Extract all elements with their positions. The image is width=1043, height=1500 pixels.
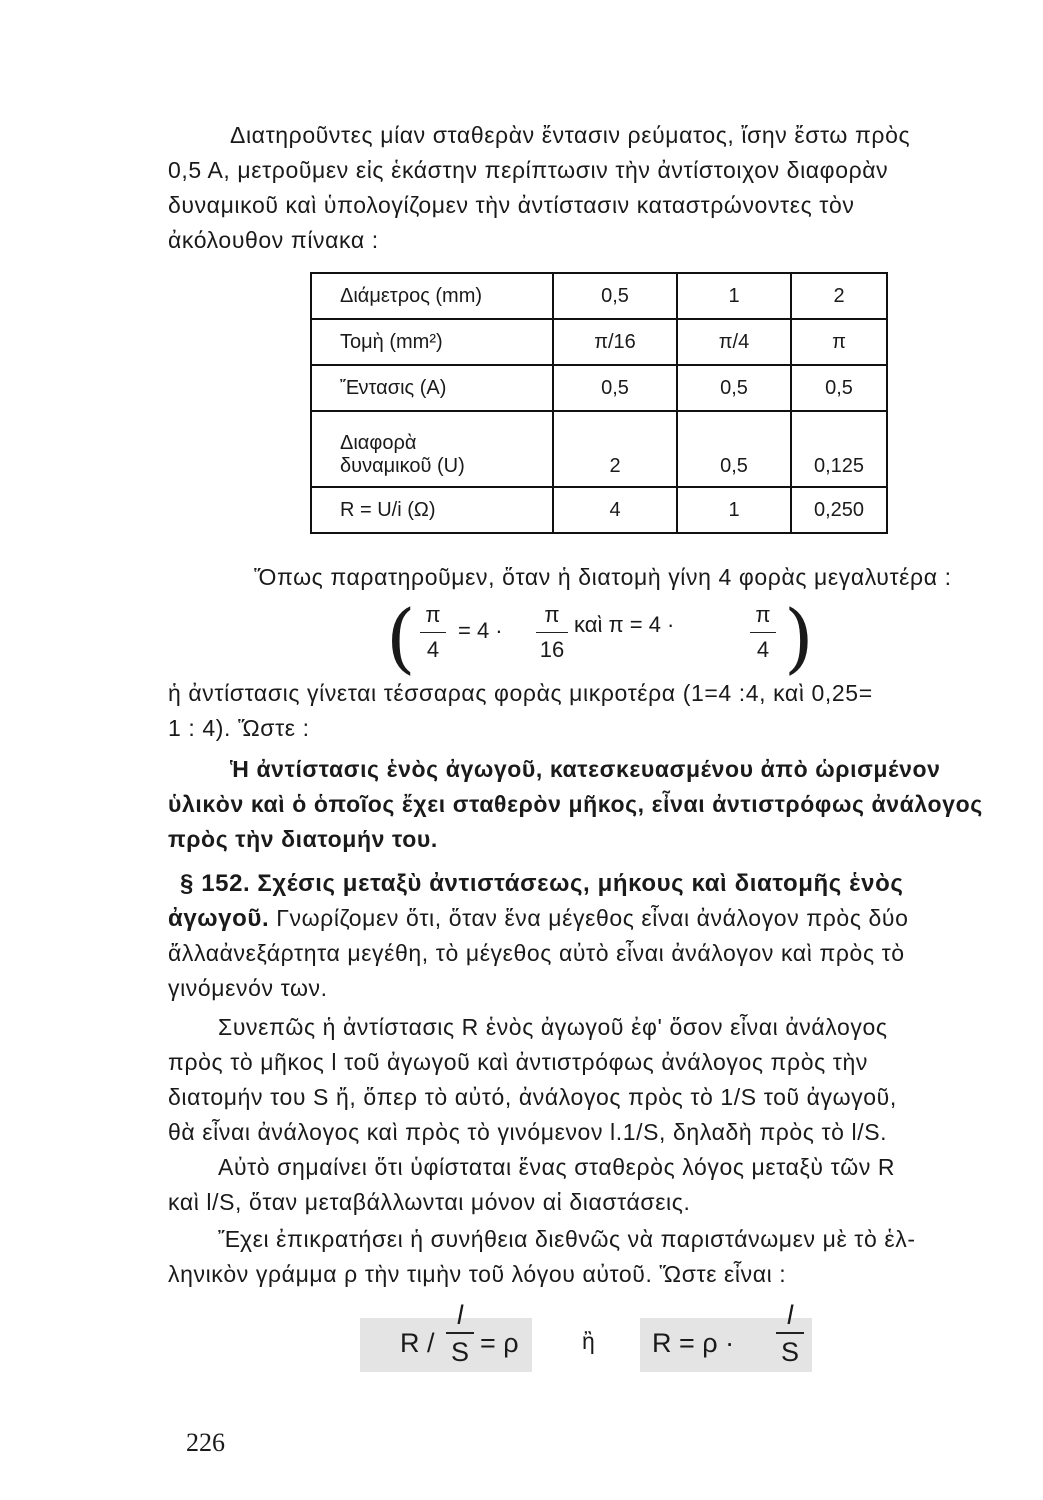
table-cell: 2	[553, 411, 677, 487]
formula-section-ratio	[386, 593, 814, 682]
denominator: 4	[426, 637, 440, 662]
row-label: R = U/i (Ω)	[311, 487, 553, 533]
formula-text: R = ρ ·	[652, 1328, 735, 1358]
text-line: 0,5 A, μετροῦμεν εἰς ἑκάστην περίπτωσιν τὴν ἀντίστοιχον διαφορὰν	[168, 157, 889, 183]
denominator: S	[780, 1337, 799, 1367]
text-line: Ὅπως παρατηροῦμεν, ὅταν ἡ διατομὴ γίνη 4 φορὰς μεγαλυτέρα :	[254, 564, 952, 590]
section-title-end: ἀγωγοῦ.	[168, 905, 270, 932]
section-text: Γνωρίζομεν ὅτι, ὅταν ἕνα μέγεθος εἶναι ἀνάλογον πρὸς δύο	[276, 905, 909, 931]
table-row	[311, 411, 887, 487]
text-line: ἀκόλουθον πίνακα :	[168, 227, 379, 253]
row-label: Διάμετρος (mm)	[311, 273, 553, 319]
section-number: § 152.	[180, 870, 251, 897]
formula-resistivity	[360, 1300, 830, 1372]
table-cell: 1	[677, 487, 791, 533]
numerator: π	[755, 602, 771, 627]
rho-paragraph	[168, 1222, 1013, 1292]
formula-text: = ρ	[480, 1328, 519, 1358]
text-line: Διατηροῦντες μίαν σταθερὰν ἔντασιν ρεύματος, ἴσην ἔστω πρὸς	[230, 122, 911, 148]
row-label: Τομὴ (mm²)	[311, 319, 553, 365]
text-line: ἡ ἀντίστασις γίνεται τέσσαρας φορὰς μικροτέρα (1=4 :4, καὶ 0,25=	[168, 680, 873, 706]
intro-paragraph	[168, 118, 1013, 258]
section-title: Σχέσις μεταξὺ ἀντιστάσεως, μήκους καὶ διατομῆς ἑνὸς	[257, 870, 904, 897]
numerator: π	[544, 602, 560, 627]
denominator: 4	[756, 637, 770, 662]
row-label: Ἔντασις (A)	[311, 365, 553, 411]
numerator: π	[425, 602, 441, 627]
fraction-bar	[776, 1332, 804, 1334]
result-paragraph	[168, 676, 1013, 746]
fraction-bar	[420, 632, 446, 633]
text-line: Αὐτὸ σημαίνει ὅτι ὑφίσταται ἕνας σταθερὸς λόγος μεταξὺ τῶν R	[218, 1154, 896, 1180]
table-row	[311, 319, 887, 365]
table-row	[311, 365, 887, 411]
observation-paragraph	[168, 560, 1013, 595]
table-cell: 1	[677, 273, 791, 319]
fraction	[750, 602, 776, 663]
table-cell: 0,5	[677, 365, 791, 411]
fraction-bar	[750, 632, 776, 633]
table-cell: 0,5	[553, 365, 677, 411]
formula-or: ἢ	[582, 1328, 595, 1354]
text-line: πρὸς τὸ μῆκος l τοῦ ἀγωγοῦ καὶ ἀντιστρόφως ἀνάλογος πρὸς τὴν	[168, 1049, 868, 1075]
page-number: 226	[186, 1428, 225, 1457]
table-cell: π/16	[553, 319, 677, 365]
table-cell: 4	[553, 487, 677, 533]
table-cell: π/4	[677, 319, 791, 365]
fraction-bar	[446, 1332, 474, 1334]
table-cell: 0,5	[677, 411, 791, 487]
text-line: Συνεπῶς ἡ ἀντίστασις R ἑνὸς ἀγωγοῦ ἐφ' ὅσον εἶναι ἀνάλογος	[218, 1014, 888, 1040]
table-cell: 0,5	[791, 365, 887, 411]
section-152	[168, 866, 1013, 1006]
row-label	[311, 411, 553, 487]
text-line: γινόμενόν των.	[168, 975, 328, 1001]
text-line: 1 : 4). Ὥστε :	[168, 715, 310, 741]
measurement-table	[310, 272, 888, 534]
row-label-line: Διαφορὰ	[340, 432, 417, 454]
numerator: l	[787, 1300, 793, 1330]
text-line: διατομήν του S ἤ, ὅπερ τὸ αὐτό, ἀνάλογος πρὸς τὸ 1/S τοῦ ἀγωγοῦ,	[168, 1084, 897, 1110]
formula-text: καὶ π = 4 ·	[574, 612, 675, 637]
denominator: S	[450, 1337, 469, 1367]
fraction	[446, 1300, 474, 1366]
text-line: καὶ l/S, ὅταν μεταβάλλωνται μόνον αἱ διαστάσεις.	[168, 1189, 691, 1215]
proportionality-paragraph	[168, 1010, 1013, 1220]
formula-text: R /	[400, 1328, 435, 1358]
table-cell: 0,5	[553, 273, 677, 319]
table-cell: 2	[791, 273, 887, 319]
denominator: 16	[539, 637, 565, 662]
fraction	[536, 602, 568, 663]
section-heading-line	[168, 866, 1013, 901]
paren-open: (	[386, 593, 416, 682]
text-line: θὰ εἶναι ἀνάλογος καὶ πρὸς τὸ γινόμενον l.1/S, δηλαδὴ πρὸς τὸ l/S.	[168, 1119, 888, 1145]
text-line: πρὸς τὴν διατομήν του.	[168, 826, 438, 852]
text-line: Ἔχει ἐπικρατήσει ἡ συνήθεια διεθνῶς νὰ παριστάνωμεν μὲ τὸ ἑλ-	[218, 1226, 916, 1252]
text-line: ληνικὸν γράμμα ρ τὴν τιμὴν τοῦ λόγου αὐτοῦ. Ὥστε εἶναι :	[168, 1261, 787, 1287]
text-line: Ἡ ἀντίστασις ἑνὸς ἀγωγοῦ, κατεσκευασμένου ἀπὸ ὡρισμένον	[230, 756, 941, 782]
fraction	[420, 602, 446, 663]
rule-paragraph	[168, 752, 1013, 857]
table-row	[311, 487, 887, 533]
table-cell: π	[791, 319, 887, 365]
fraction-bar	[536, 632, 568, 633]
text-line: δυναμικοῦ καὶ ὑπολογίζομεν τὴν ἀντίστασιν καταστρώνοντες τὸν	[168, 192, 855, 218]
row-label-line: δυναμικοῦ (U)	[340, 455, 465, 477]
text-line	[168, 901, 1013, 936]
numerator: l	[457, 1300, 463, 1330]
fraction	[776, 1300, 804, 1366]
formula-text: = 4 ·	[458, 618, 503, 643]
text-line: ὑλικὸν καὶ ὁ ὁποῖος ἔχει σταθερὸν μῆκος, εἶναι ἀντιστρόφως ἀνάλογος	[168, 791, 983, 817]
text-line: ἄλλαἀνεξάρτητα μεγέθη, τὸ μέγεθος αὐτὸ εἶναι ἀνάλογον καὶ πρὸς τὸ	[168, 940, 905, 966]
table-cell: 0,250	[791, 487, 887, 533]
table-cell: 0,125	[791, 411, 887, 487]
table-row	[311, 273, 887, 319]
paren-close: )	[784, 593, 814, 682]
